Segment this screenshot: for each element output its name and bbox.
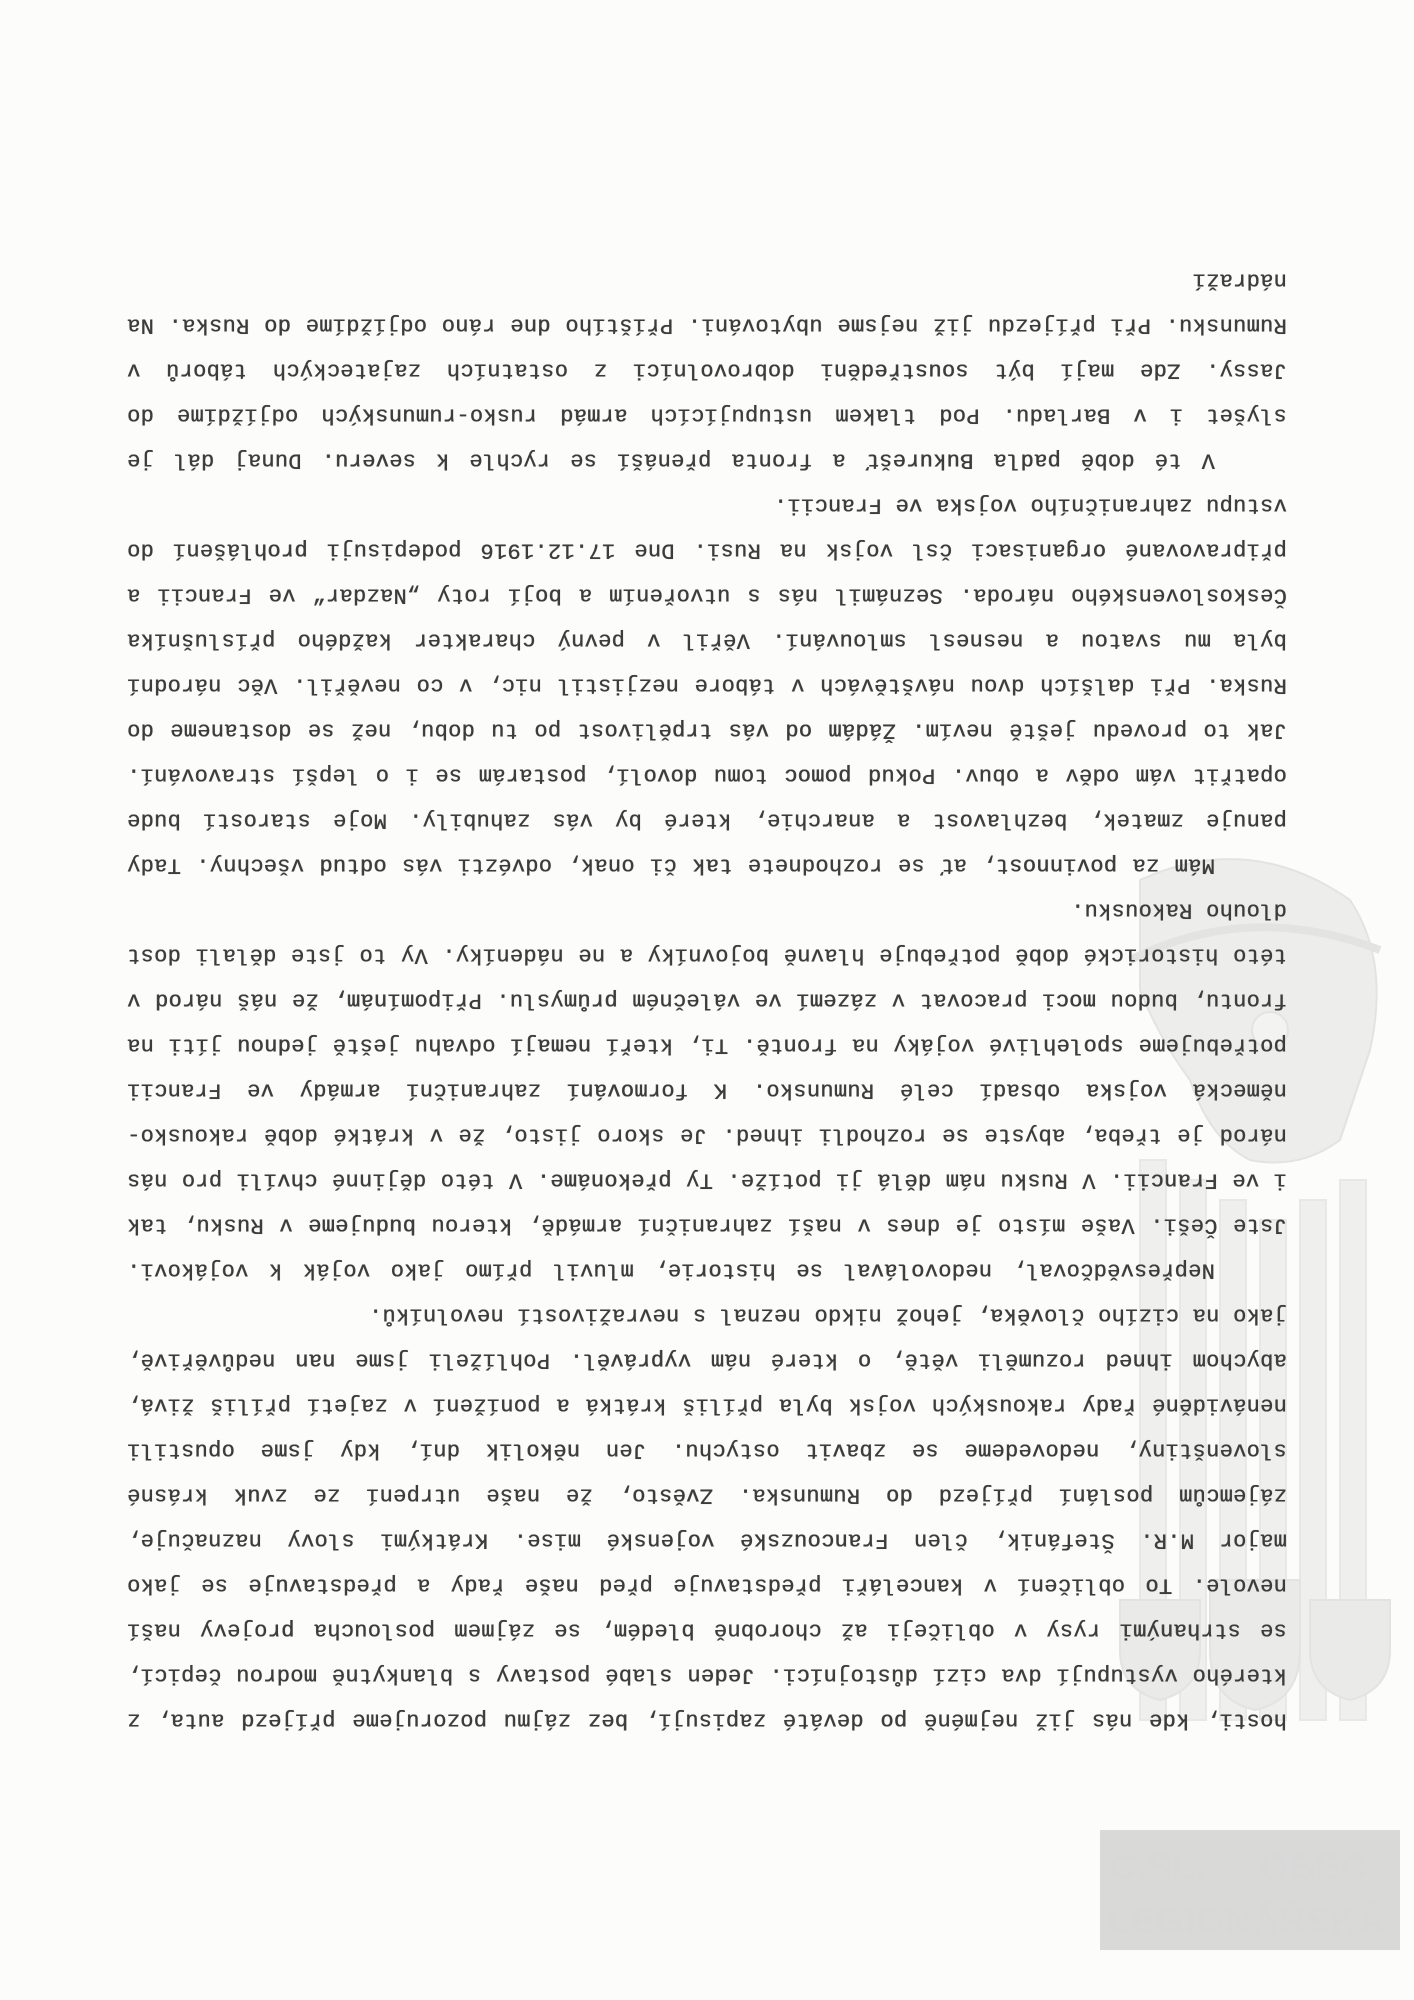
stamp-text-obec: OBEC: [1260, 1846, 1369, 1887]
paragraph-3: Mám za povinnost, ať se rozhodnete tak či onak, odvézti vás odtud všechny. Tady panuje zmatek, bezhlavost a anarchie, které by vás zahubily. Moje starostí bude opatřit vám oděv a obuv. Pokud pomoc tomu dovolí, postarám se i o lepší stravování. Jak to provedu ještě nevím. Žádám od vás trpělivost po tu dobu, než se dostaneme do Ruska. Při dalších dvou návštěvách v tábore nezjistil nic, v co nevěřil. Věc národní byla mu svatou a nesnesl smlouvání. Věřil v pevný charakter každého příslušníka Československého národa. Seznámil nás s utvořením a bojí roty „Nazdar“ ve Francii a připravované organisaci čsl vojsk na Rusi. Dne 17.12.1916 podepisuji prohlášení do vstupu zahraničního vojska ve Francii.: [127, 492, 1287, 878]
typed-text-block: [127, 258, 1287, 1743]
stamp-text-line2: LEGIONÁŘSKÁ: [1108, 1900, 1386, 1941]
paragraph-1: hosti, kde nás již nejméně po deváté zapisují, bez zájmu pozorujeme příjezd auta, z kterého vystupují dva cizí důstojníci. Jeden slabé postavy s blankytně modrou čepicí, se strhanými rysy v obličeji až chorobně bledém, se zájmem posloucha projevy naší nevole. To obličení v kanceláři představuje před naše řady a představuje se jako major M.R. Štefánik, člen Francouzské vojenské mise. Krátkými slovy naznačuje, zájemcům poslání příjezd do Rumunska. Zvěsto, že naše utrpení ze zvuk krásné slovenštiny, nedovedeme se zbavit ostychu. Jen několik dní, kdy jsme opustili nenáviděné řady rakouských vojsk byla příliš krátká a ponížení v zajetí příliš živá, abychom ihned rozuměli větě, o které nám vyprávěl. Pohlíželi jsme nan nedůvěřivě, jako na cizího člověka, jehož nikdo neznal s nevraživostí nevolníků.: [127, 1302, 1287, 1733]
paragraph-4: V té době padla Bukurešť a fronta přenáší se rychle k severu. Dunaj dál je slyšet i v Barladu. Pod tlakem ustupujících armád rusko-rumunských odjíždíme do Jassy. Zde mají být soustředěni dobrovolníci z ostatních zajateckých táborů v Rumunsku. Při příjezdu již nejsme ubytováni. Příštího dne ráno odjíždíme do Ruska. Na nádraží: [127, 267, 1287, 473]
stamp-text-csl: Č.SL.: [1110, 1846, 1208, 1887]
paragraph-2: Nepřesvědčoval, nedovolával se historie, mluvil přímo jako voják k vojákovi. Jste Češi. Vaše místo je dnes v naší zahraniční armádě, kterou budujeme v Rusku, tak i ve Francii. V Rusku nám dělá ji potíže. Ty překonáme. V této dějinné chvíli pro nás národ je třeba, abyste se rozhodli ihned. Je skoro jisto, že v krátké době rakousko-německá vojska obsadí celé Rumunsko. K formování zahraniční armády ve Francii potřebujeme spolehlivé vojáky na frontě. Ti, kteří nemají odvahu ještě jednou jíti na frontu, budou moci pracovat v zázemí ve válečném průmyslu. Připomínám, že náš národ v této historické době potřebuje hlavně bojovníky a ne nádeníky. Vy to jste dělali dost dlouho Rakousku.: [127, 897, 1287, 1283]
